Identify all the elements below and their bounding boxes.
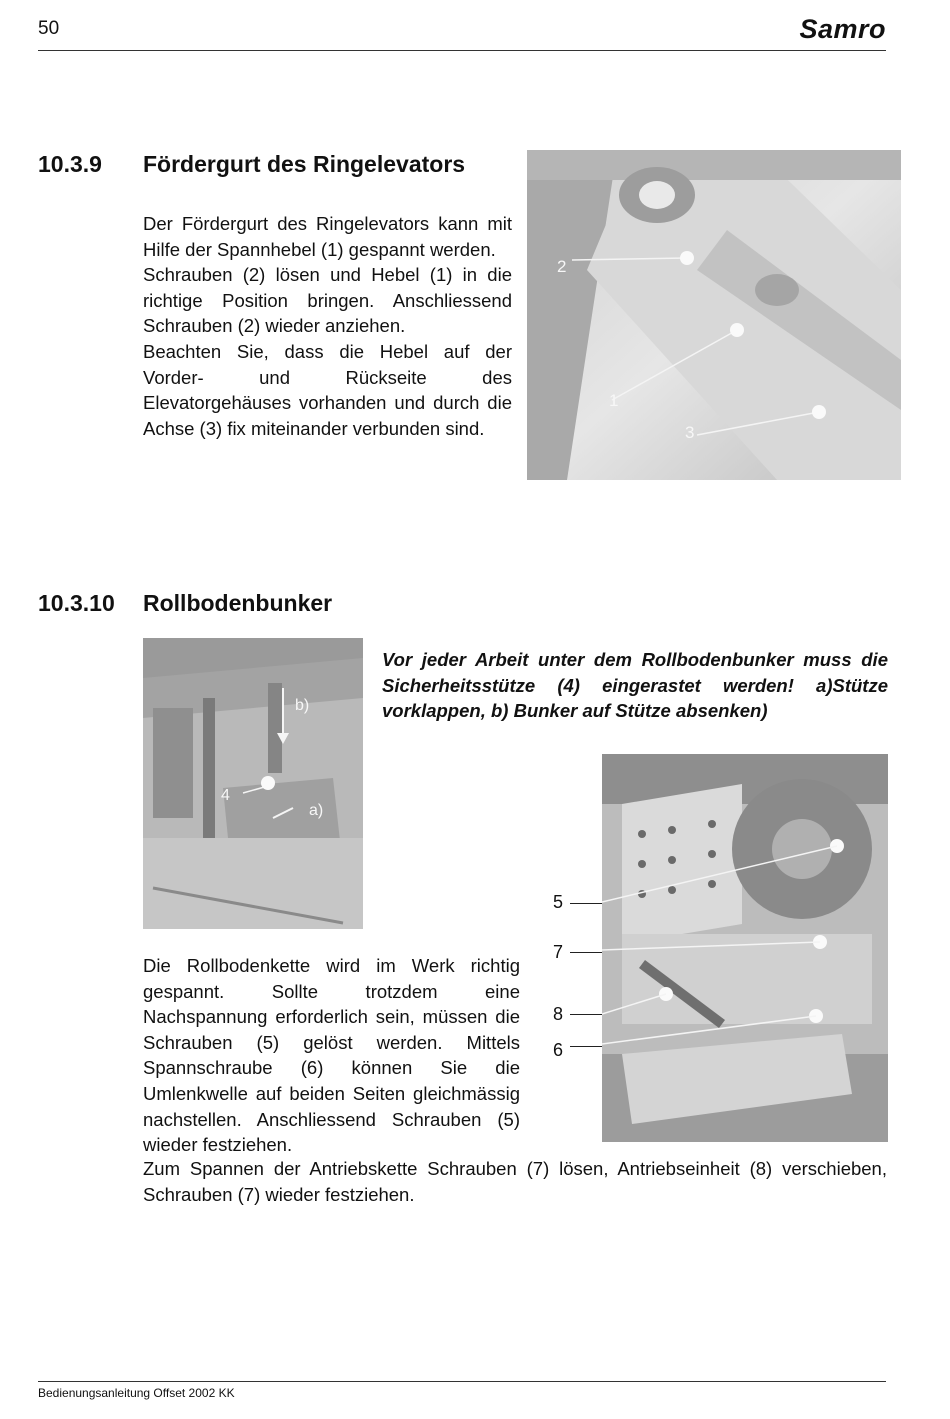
chain-tension-photo (602, 754, 888, 1142)
callout-line (570, 1014, 602, 1015)
photo-label-2: 2 (557, 257, 567, 276)
callout-line (570, 1046, 602, 1047)
callout-label-7: 7 (553, 942, 564, 962)
drive-chain-paragraph: Zum Spannen der Antriebskette Schrauben (7) lösen, Antriebseinheit (8) verschieben, Schrauben (7) wieder festziehen. (143, 1158, 887, 1205)
safety-support-photo (143, 638, 363, 929)
photo-label-4: 4 (221, 787, 230, 804)
footer-text: Bedienungsanleitung Offset 2002 KK (38, 1386, 235, 1400)
safety-warning: Vor jeder Arbeit unter dem Rollbodenbunker muss die Sicherheitsstütze (4) eingerastet werden! a)Stütze vorklappen, b) Bunker auf Stütze absenken) (382, 649, 888, 722)
chain-tension-paragraph: Die Rollbodenkette wird im Werk richtig gespannt. Sollte trotzdem eine Nachspannung erforderlich sein, müssen die Schrauben (5) gelöst werden. Mittels Spannschraube (6) können Sie die Umlenkwelle auf beiden Seiten gleichmässig nachstellen. Anschliessend Schrauben (5) wieder festziehen. (143, 955, 520, 1156)
callout-line (570, 952, 602, 953)
brand-logo: Samro (799, 14, 886, 44)
photo-label-a: a) (309, 802, 324, 819)
callout-label-6: 6 (553, 1040, 564, 1060)
elevator-belt-photo (527, 150, 901, 480)
photo-label-3: 3 (685, 423, 695, 442)
body-paragraph: Der Fördergurt des Ringelevators kann mit Hilfe der Spannhebel (1) gespannt werden. (143, 213, 512, 260)
section-number: 10.3.9 (38, 151, 102, 177)
section-title: Rollbodenbunker (143, 590, 333, 616)
photo-label-b: b) (295, 697, 310, 714)
footer-divider (38, 1381, 886, 1382)
body-paragraph: Schrauben (2) lösen und Hebel (1) in die richtige Position bringen. Anschliessend Schrauben (2) wieder anziehen. (143, 264, 512, 337)
page-number: 50 (38, 18, 60, 39)
callout-label-5: 5 (553, 892, 564, 912)
section-title: Fördergurt des Ringelevators (143, 151, 466, 177)
photo-label-1: 1 (609, 391, 619, 410)
body-paragraph: Beachten Sie, dass die Hebel auf der Vorder- und Rückseite des Elevatorgehäuses vorhanden und durch die Achse (3) fix miteinander verbunden sind. (143, 340, 512, 439)
section-body (143, 211, 512, 441)
callout-label-8: 8 (553, 1004, 564, 1024)
header-divider (38, 50, 886, 51)
section-number: 10.3.10 (38, 590, 115, 616)
callout-line (570, 903, 602, 904)
